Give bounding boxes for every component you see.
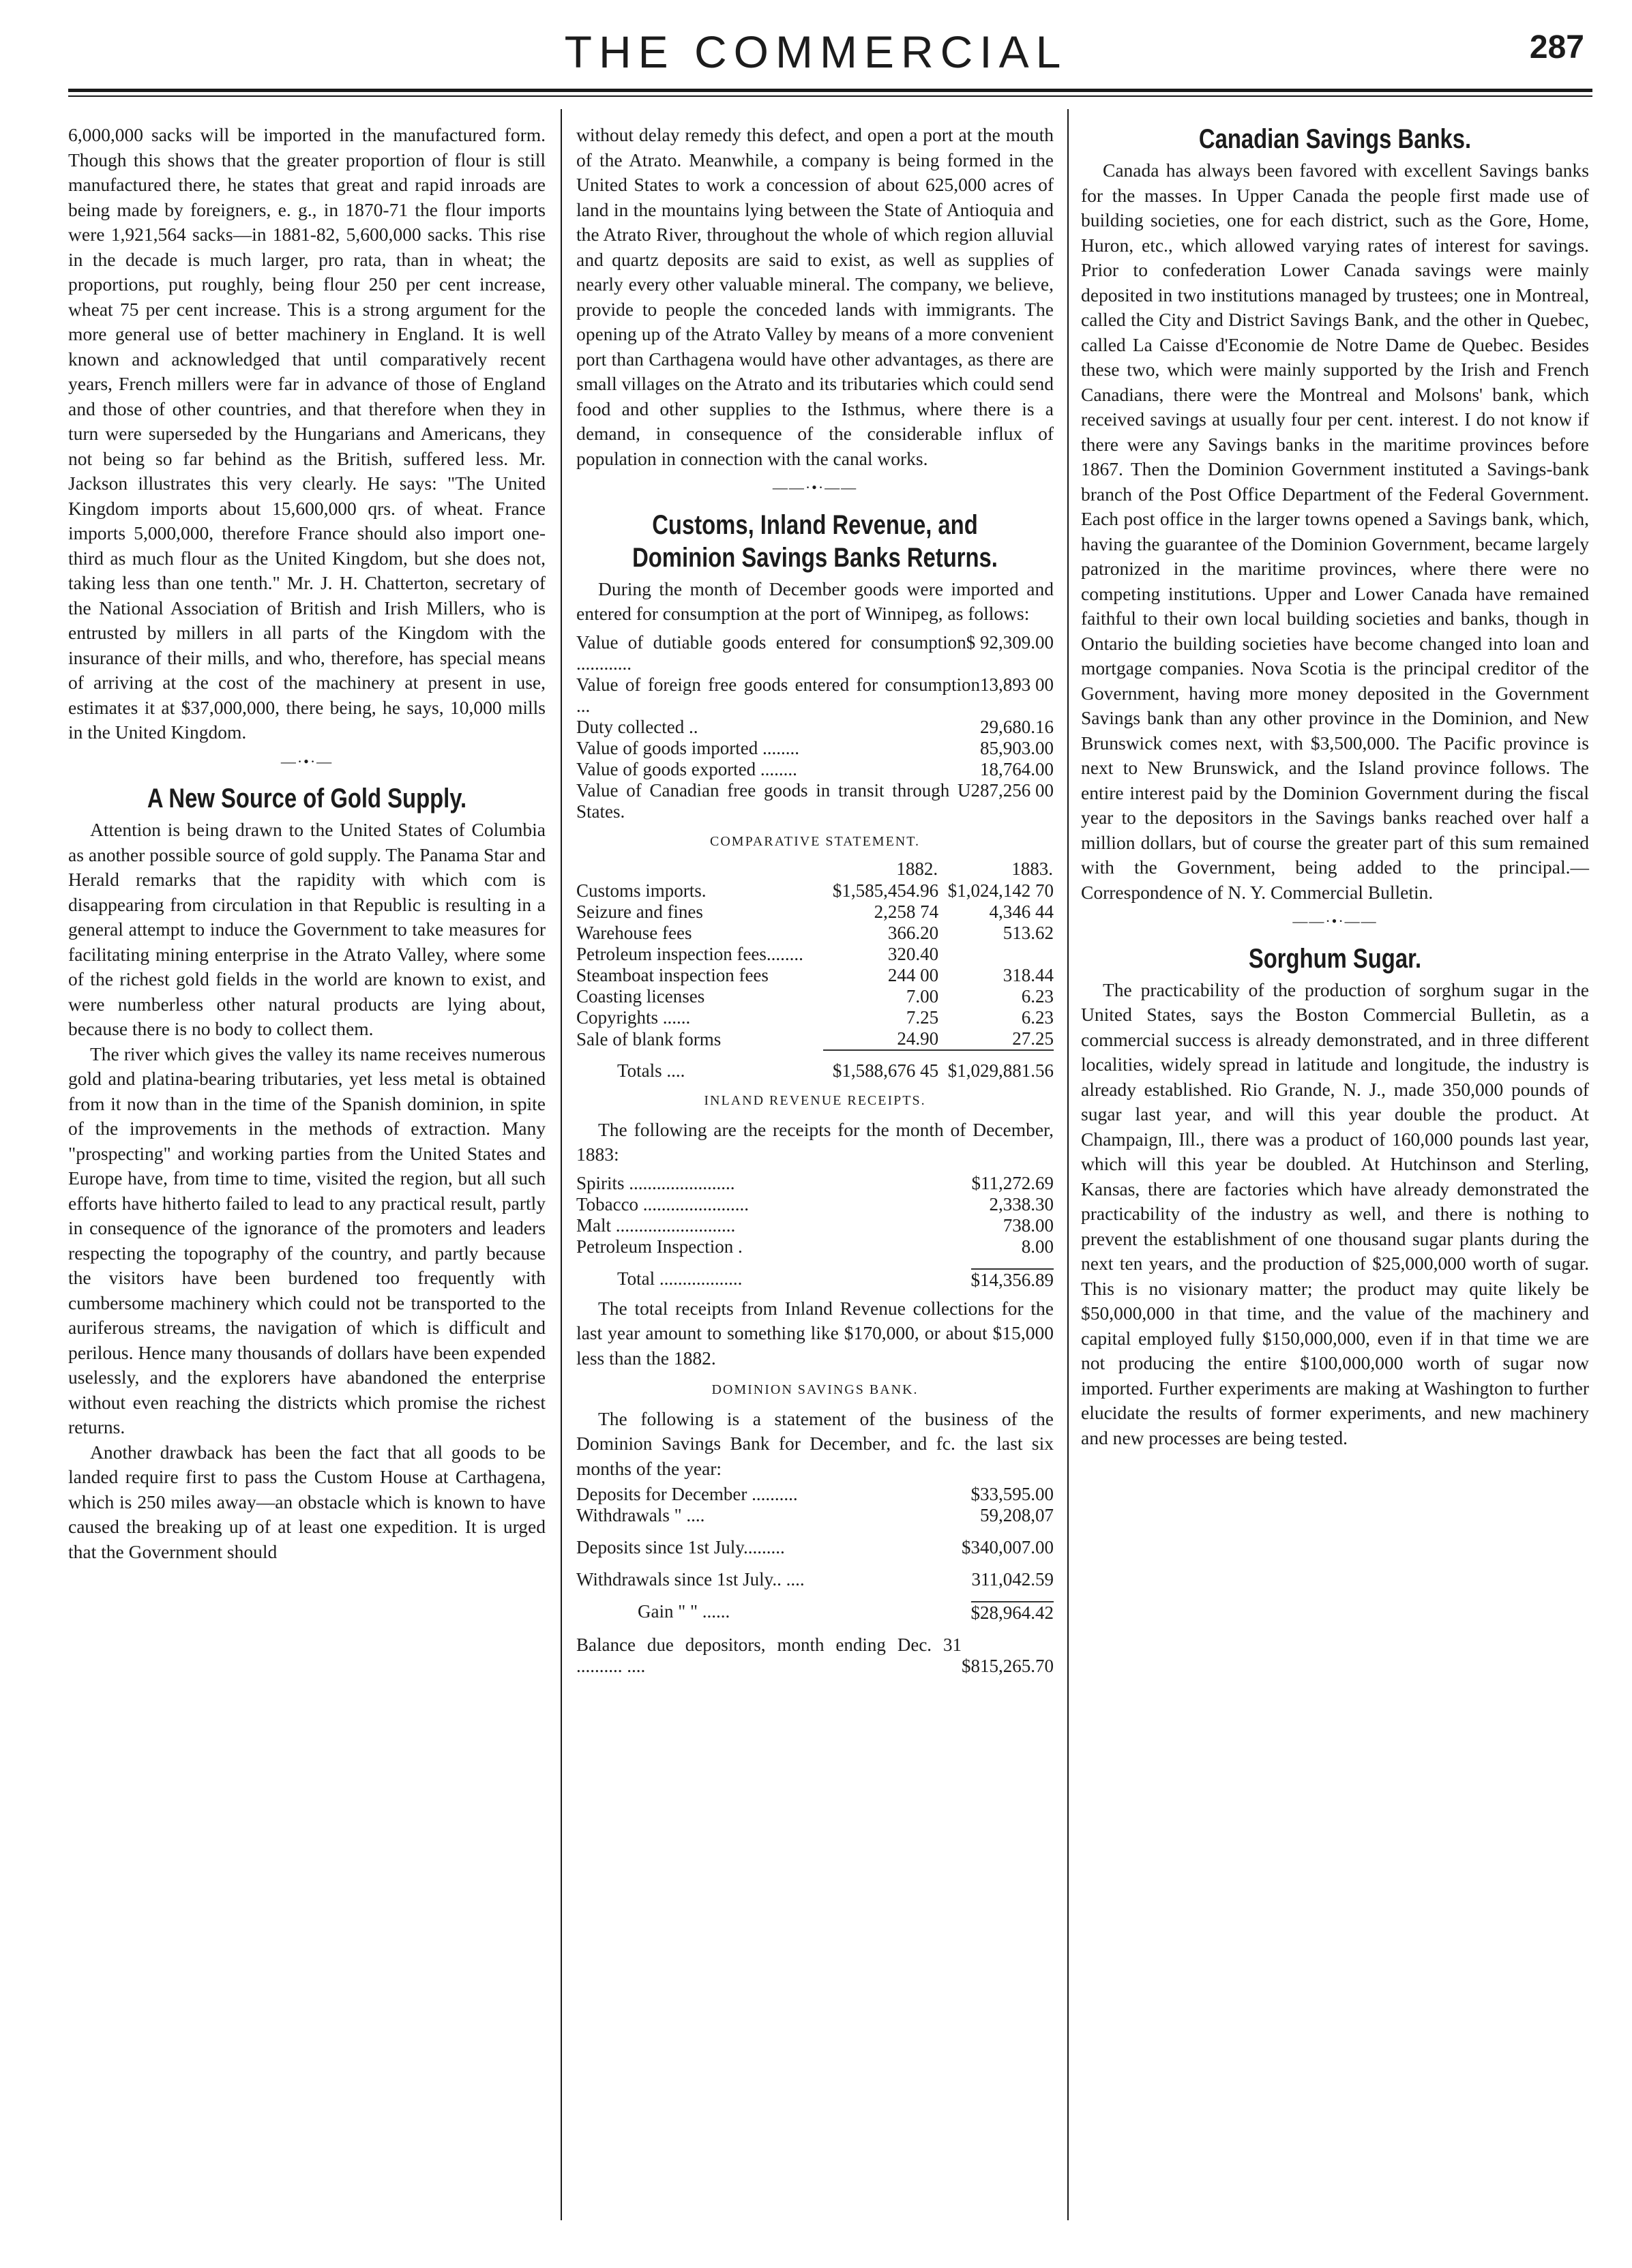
article-heading-sorghum: Sorghum Sugar. xyxy=(1248,943,1422,974)
newspaper-title: THE COMMERCIAL xyxy=(564,27,1068,77)
section-divider: —·•·— xyxy=(280,752,333,770)
table-row: Coasting licenses 7.00 6.23 xyxy=(576,986,1054,1006)
article-paragraph: Another drawback has been the fact that all goods to be landed require first to pass the Custom House at Carthagena, which is 250 miles away—an obstacle which is known to have caused the breaking up of at least one expedition. It is urged that the Government should xyxy=(68,1441,546,1562)
table-header-row xyxy=(576,858,1054,880)
article-paragraph: The following is a statement of the business of the Dominion Savings Bank for December, and fc. the last six months of the year: xyxy=(576,1407,1054,1479)
ledger-row: Value of foreign free goods entered for consumption ... 13,893 00 xyxy=(576,674,1054,716)
column-3 xyxy=(1081,123,1589,1450)
article-paragraph: The river which gives the valley its name receives numerous gold and platina-bearing tributaries, yet less metal is obtained from it now than in the time of the Spanish dominion, in spite of the improvements in the methods of extraction. Many "prospecting" and working parties from the United States and Europe have, from time to time, visited the region, but all such efforts have hitherto failed to lead to any practical result, partly in consequence of the ignorance of the promoters and leaders respecting the topography of the country, and partly because the visitors have been burdened too frequently with cumbersome machinery which could not be transported to the auriferous streams, the navigation of which is difficult and perilous. Hence many thousands of dollars have been expended uselessly, and the explorers have abandoned the enterprise without even reaching the districts which promise the richest returns. xyxy=(68,1043,546,1437)
year-header: 1883. xyxy=(1011,859,1053,879)
ledger-row: Value of dutiable goods entered for consumption ............ $ 92,309.00 xyxy=(576,631,1054,674)
ledger-row: Value of goods exported ........ 18,764.00 xyxy=(576,758,1054,779)
comparative-table xyxy=(576,858,1054,1081)
ledger-row: Deposits since 1st July......... $340,007.00 xyxy=(576,1537,1054,1557)
table-row: Copyrights ...... 7.25 6.23 xyxy=(576,1007,1054,1028)
subheading-comparative: COMPARATIVE STATEMENT. xyxy=(710,833,920,849)
subheading-inland: INLAND REVENUE RECEIPTS. xyxy=(704,1093,926,1108)
masthead-rule-thick xyxy=(68,89,1592,92)
ledger-row: Gain " " ...... $28,964.42 xyxy=(638,1601,1054,1623)
masthead-rule-thin xyxy=(68,95,1592,97)
article-paragraph: The total receipts from Inland Revenue collections for the last year amount to something like $170,000, or about $15,000 less than the 1882. xyxy=(576,1297,1054,1369)
table-row: Steamboat inspection fees 244 00 318.44 xyxy=(576,965,1054,985)
column-1 xyxy=(68,123,546,1564)
page-number: 287 xyxy=(1529,29,1584,65)
ledger-total-row: Total .................. $14,356.89 xyxy=(617,1268,1054,1290)
subheading-savings: DOMINION SAVINGS BANK. xyxy=(711,1382,919,1397)
article-heading-canadian-savings: Canadian Savings Banks. xyxy=(1198,124,1472,154)
ledger-row: Petroleum Inspection . 8.00 xyxy=(576,1236,1054,1257)
article-paragraph: without delay remedy this defect, and open a port at the mouth of the Atrato. Meanwhile, a company is being formed in the United States to work a concession of about 625,000 acres of land in the mountains lying between the State of Antioquia and the Atrato River, throughout the whole of which region alluvial and quartz deposits are said to exist, as well as supplies of nearly every other valuable mineral. The company, we believe, provide to people the conceded lands with immigrants. The opening up of the Atrato Valley by means of a more convenient port than Carthagena would have other advantages, as there are small villages on the Atrato and its tributaries which could send food and other supplies to the Isthmus, where there is a demand, in consequence of the considerable influx of population in connection with the canal works. xyxy=(576,124,1054,469)
imports-ledger xyxy=(576,632,1054,822)
column-2 xyxy=(576,123,1054,1677)
ledger-row: Malt .......................... 738.00 xyxy=(576,1214,1054,1236)
section-divider: ——·•·—— xyxy=(1292,912,1378,929)
ledger-row: Duty collected .. 29,680.16 xyxy=(576,716,1054,737)
article-paragraph: 6,000,000 sacks will be imported in the manufactured form. Though this shows that the greater proportion of flour is still manufactured there, he states that great and rapid inroads are being made by foreigners, e. g., in 1870-71 the flour imports were 1,921,564 sacks—in 1881-82, 5,600,000 sacks. This rise in the decade is much larger, pro rata, than in wheat; the proportions, put roughly, being flour 250 per cent increase, wheat 75 per cent increase. This is a strong argument for the more general use of better machinery in England. It is well known and acknowledged that until comparatively recent years, French millers were far in advance of those of England and those of other countries, and that therefore when they in turn were superseded by the Hungarians and Americans, they not being so far behind as the British, suffered less. Mr. Jackson illustrates this very clearly. He says: "The United Kingdom imports about 15,600,000 qrs. of wheat. France imports 5,000,000, therefore France should also import one-third as much flour as the United Kingdom, but she does not, taking less than one tenth." Mr. J. H. Chatterton, secretary of the National Association of British and Irish Millers, who is entrusted by millers in all parts of the Kingdom with the insurance of their mills, and who, therefore, has special means of arriving at the cost of the machinery at present in use, estimates it at $37,000,000, there being, he says, 10,000 mills in the United Kingdom. xyxy=(68,124,546,743)
article-paragraph: During the month of December goods were imported and entered for consumption at the port of Winnipeg, as follows: xyxy=(576,578,1054,624)
year-header: 1882. xyxy=(896,859,938,879)
article-heading-customs: Customs, Inland Revenue, and Dominion Savings Banks Returns. xyxy=(632,509,998,573)
article-heading-gold-supply: A New Source of Gold Supply. xyxy=(147,784,467,814)
table-row: Sale of blank forms 24.90 27.25 xyxy=(576,1028,1054,1049)
ledger-row: Value of Canadian free goods in transit through U States. 287,256 00 xyxy=(576,779,1054,822)
masthead xyxy=(0,0,1632,92)
article-paragraph: The practicability of the production of sorghum sugar in the United States, says the Boston Commercial Bulletin, as a commercial success is already demonstrated, and in three different localities, widely spread in latitude and longitude, the industry is already established. Rio Grande, N. J., made 350,000 pounds of sugar last year, and will this year double the product. At Champaign, Ill., there was a product of 160,000 pounds last year, which will this year be doubled. At Hutchinson and Sterling, Kansas, there are factories which have already demonstrated the practicability of the industry as well, and there is nothing to prevent the establishment of one thousand sugar plants during the next ten years, and the production of $25,000,000 worth of sugar. This is no visionary matter; the product may quite likely be $50,000,000 in that time, and the value of the machinery and capital employed fully $150,000,000, even if in that time we are not producing the entire $100,000,000 worth of sugar now imported. Further experiments are making at Washington to further elucidate the results of former experiments, and new machinery and new processes are being tested. xyxy=(1081,979,1589,1448)
section-divider: ——·•·—— xyxy=(772,479,858,496)
table-row: Warehouse fees 366.20 513.62 xyxy=(576,923,1054,943)
table-row: Customs imports. $1,585,454.96 $1,024,142 70 xyxy=(576,880,1054,901)
table-row: Seizure and fines 2,258 74 4,346 44 xyxy=(576,901,1054,922)
ledger-row: Withdrawals since 1st July.. .... 311,042.59 xyxy=(576,1569,1054,1590)
ledger-row: Tobacco ....................... 2,338.30 xyxy=(576,1193,1054,1214)
ledger-row: Balance due depositors, month ending Dec. 31 .......... .... $815,265.70 xyxy=(576,1635,1054,1676)
article-paragraph: Attention is being drawn to the United States of Columbia as another possible source of gold supply. The Panama Star and Herald remarks that the rapidity with which com is disappearing from circulation in that Republic is resulting in a general attempt to induce the Government to take measures for facilitating mining enterprise in the Atrato Valley, where some of the richest gold fields in the world are known to exist, and were numberless other natural products are lying about, because there is no body to collect them. xyxy=(68,819,546,1039)
ledger-row: Value of goods imported ........ 85,903.00 xyxy=(576,737,1054,758)
column-rule-right xyxy=(1067,109,1069,2220)
ledger-row: Deposits for December .......... $33,595.00 xyxy=(576,1484,1054,1504)
table-row: Petroleum inspection fees........ 320.40 xyxy=(576,944,939,964)
inland-ledger xyxy=(576,1173,1054,1291)
savings-ledger xyxy=(576,1484,1054,1677)
table-total-row: Totals .... $1,588,676 45 $1,029,881.56 xyxy=(576,1050,1054,1081)
column-rule-left xyxy=(561,109,562,2220)
article-paragraph: Canada has always been favored with excellent Savings banks for the masses. In Upper Canada the people first made use of building societies, one for each district, such as the Gore, Home, Huron, etc., which allowed varying rates of interest for savings. Prior to confederation Lower Canada savings were mainly deposited in two institutions managed by trustees; one in Montreal, called the City and District Savings Bank, and the other in Quebec, called La Caisse d'Economie de Notre Dame de Quebec. Besides these two, which were mainly supported by the Irish and French Canadians, there were the Montreal and Molsons' bank, which received savings at usually four per cent. interest. I do not know if there were any Savings banks in the maritime provinces before 1867. Then the Dominion Government instituted a Savings-bank branch of the Post Office Department of the Federal Government. Each post office in the larger towns opened a Savings bank, which, having the guarantee of the Dominion Government, became largely patronized in the maritime provinces, where there were no competing institutions. Upper and Lower Canada have remained faithful to their own local building societies and banks, though in Ontario the building societies have become changed into loan and mortgage companies. Nova Scotia is the principal creditor of the Government, having more money deposited in the Government Savings bank than any other province in the Dominion, and New Brunswick comes next, with $3,500,000. The Pacific province is next to New Brunswick, and the Island province follows. The entire interest paid by the Dominion Government during the fiscal year to the depositors in the Savings banks reached over half a million dollars, but of course the greater part of this sum remained with the Government, being added to the principal.—Correspondence of N. Y. Commercial Bulletin. xyxy=(1081,160,1589,903)
article-paragraph: The following are the receipts for the month of December, 1883: xyxy=(576,1118,1054,1165)
ledger-row: Withdrawals " .... 59,208,07 xyxy=(576,1505,1054,1525)
ledger-row: Spirits ....................... $11,272.69 xyxy=(576,1172,1054,1193)
